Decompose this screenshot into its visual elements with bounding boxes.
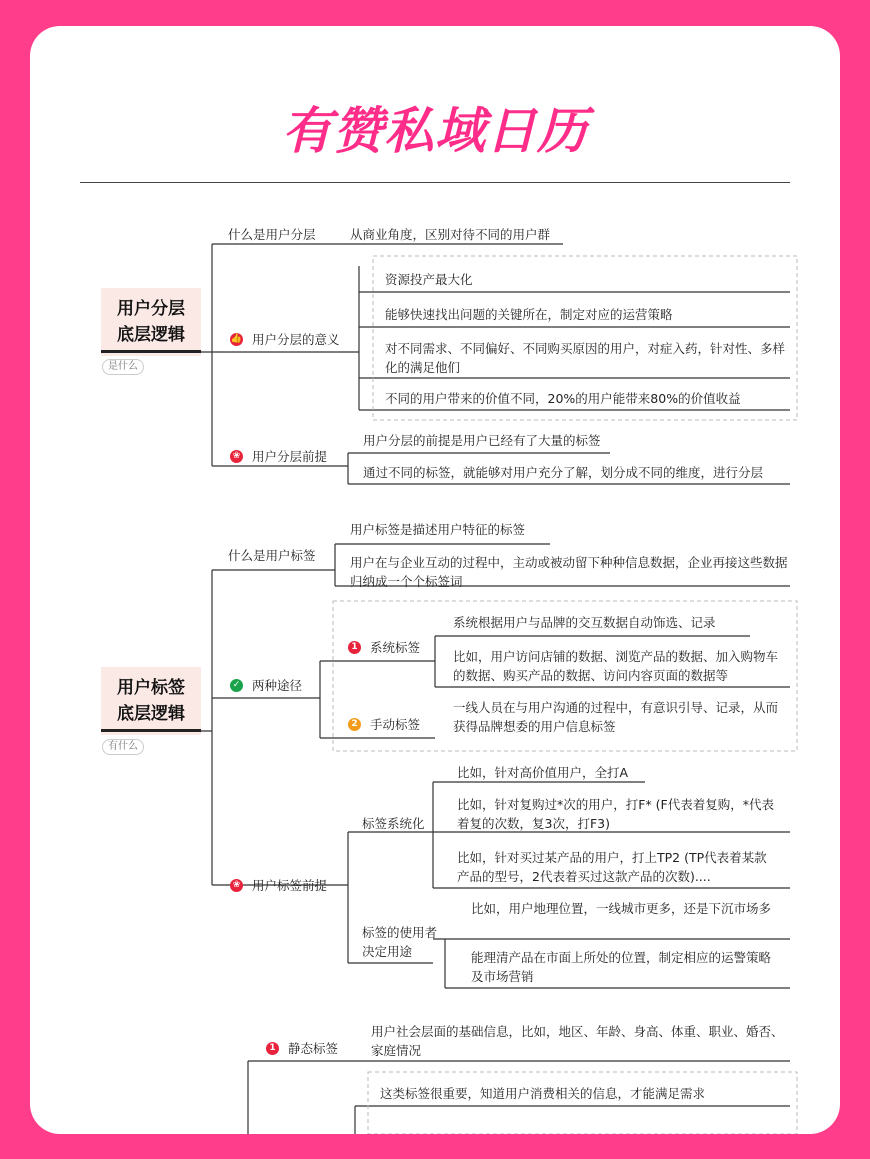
- leaf-item: 系统根据用户与品牌的交互数据自动饰选、记录: [453, 615, 716, 630]
- root-node-user-layering[interactable]: [101, 288, 201, 356]
- leaf-item: 这类标签很重要，知道用户消费相关的信息，才能满足需求: [380, 1086, 706, 1101]
- manual-tag-label: 手动标签: [370, 717, 421, 732]
- number-two-icon: 2: [348, 718, 361, 731]
- leaf-item: 通过不同的标签，就能够对用户充分了解，划分成不同的维度，进行分层: [363, 465, 764, 480]
- leaf-item: 用户在与企业互动的过程中，主动或被动留下种种信息数据，企业再接这些数据归纳成一个个标签词: [350, 555, 788, 589]
- leaf-item: 用户分层的前提是用户已经有了大量的标签: [363, 433, 601, 448]
- branch-layering-meaning: 用户分层的意义: [252, 332, 340, 347]
- number-one-icon: 1: [266, 1042, 279, 1055]
- leaf-item: 用户社会层面的基础信息，比如，地区、年龄、身高、体重、职业、婚否、家庭情况: [371, 1024, 784, 1058]
- check-icon: ✓: [230, 679, 243, 692]
- leaf-item: 对不同需求、不同偏好、不同购买原因的用户，对症入药，针对性、多样化的满足他们: [385, 341, 786, 375]
- root-line2: 底层逻辑: [117, 704, 185, 724]
- root-underline: [101, 350, 201, 353]
- leaf-item: 比如，针对买过某产品的用户，打上TP2 (TP代表着某款产品的型号，2代表着买过这款产品的次数)....: [457, 850, 767, 884]
- leaf-item: 不同的用户带来的价值不同，20%的用户能带来80%的价值收益: [385, 391, 741, 406]
- page-title: 有赞私域日历: [282, 102, 588, 160]
- root-tag: 是什么: [102, 359, 144, 375]
- leaf-item: 用户标签是描述用户特征的标签: [350, 522, 526, 537]
- number-one-icon: 1: [348, 641, 361, 654]
- branch-what-is-layering: 什么是用户分层: [228, 227, 316, 242]
- leaf-item: 比如，针对复购过*次的用户，打F* (F代表着复购，*代表着复的次数，复3次，打F3): [457, 797, 774, 831]
- branch-two-ways: 两种途径: [252, 678, 303, 693]
- leaf-item: 比如，用户访问店铺的数据、浏览产品的数据、加入购物车的数据、购买产品的数据、访问内容页面的数据等: [453, 649, 779, 683]
- root-line2: 底层逻辑: [117, 325, 185, 345]
- system-tag-label: 系统标签: [370, 640, 421, 655]
- thumbs-up-icon: 👍: [230, 334, 243, 344]
- leaf-item: 资源投产最大化: [385, 272, 473, 287]
- branch-what-is-tag: 什么是用户标签: [228, 548, 316, 563]
- leaf-text: 从商业角度，区别对待不同的用户群: [350, 227, 551, 242]
- leaf-item: 比如，针对高价值用户，全打A: [457, 765, 629, 780]
- root-line1: 用户标签: [117, 678, 185, 698]
- leaf-item: 能够快速找出问题的关键所在，制定对应的运营策略: [385, 307, 673, 322]
- premise-icon: ❀: [230, 879, 243, 892]
- tag-systematization-label: 标签系统化: [362, 816, 425, 831]
- premise-icon: ❀: [230, 450, 243, 463]
- root-line1: 用户分层: [117, 299, 185, 319]
- tag-usage-label: 标签的使用者决定用途: [362, 925, 438, 959]
- branch-tag-premise: 用户标签前提: [252, 878, 328, 893]
- branch-layering-premise: 用户分层前提: [252, 449, 328, 464]
- root-node-user-tags[interactable]: [101, 667, 201, 735]
- content-card: [30, 26, 840, 1134]
- leaf-item: 一线人员在与用户沟通的过程中，有意识引导、记录，从而获得品牌想委的用户信息标签: [453, 700, 779, 734]
- leaf-item: 能理清产品在市面上所处的位置，制定相应的运警策略及市场营销: [471, 950, 772, 984]
- root-tag: 有什么: [102, 739, 144, 755]
- root-underline: [101, 729, 201, 732]
- static-tag-label: 静态标签: [288, 1041, 339, 1056]
- leaf-item: 比如，用户地理位置，一线城市更多，还是下沉市场多: [471, 901, 772, 916]
